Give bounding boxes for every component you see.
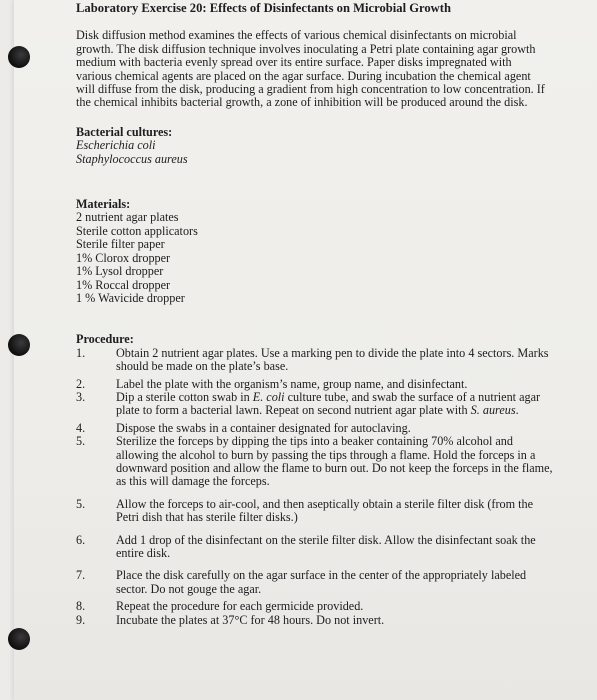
procedure-step bbox=[76, 569, 581, 596]
step-number: 3. bbox=[76, 389, 86, 404]
material-item: 2 nutrient agar plates bbox=[76, 210, 179, 225]
binder-hole bbox=[8, 46, 30, 68]
step-number: 2. bbox=[76, 376, 86, 391]
step-text: Add 1 drop of the disinfectant on the sterile filter disk. Allow the disinfectant soak the entire disk. bbox=[116, 532, 536, 560]
materials-heading: Materials: bbox=[76, 197, 131, 212]
culture-item: Escherichia coli bbox=[76, 138, 156, 153]
step-number: 4. bbox=[76, 420, 86, 435]
material-item: Sterile cotton applicators bbox=[76, 223, 198, 238]
step-number: 7. bbox=[76, 568, 86, 583]
procedure-step bbox=[76, 347, 581, 374]
culture-item: Staphylococcus aureus bbox=[76, 151, 188, 166]
procedure-step bbox=[76, 614, 581, 627]
step-number: 9. bbox=[76, 612, 86, 627]
document-content bbox=[76, 2, 581, 627]
step-text: Allow the forceps to air-cool, and then aseptically obtain a sterile filter disk (from the Petri dish that has sterile filter disks.) bbox=[116, 496, 534, 525]
procedure-step bbox=[76, 498, 581, 525]
material-item: 1% Lysol dropper bbox=[76, 264, 164, 279]
step-text: Dip a sterile cotton swab in E. coli culture tube, and swab the surface of a nutrient agar plate to form a bacterial lawn. Repeat on second nutrient agar plate with S. aureus. bbox=[116, 389, 541, 418]
procedure-step bbox=[76, 422, 581, 435]
step-number: 5. bbox=[76, 434, 86, 449]
step-text: Sterilize the forceps by dipping the tips into a beaker containing 70% alcohol and allowing the alcohol to burn by passing the tips through a flame. Hold the forceps in a downward position and allow the flame to burn out. Do not keep the forceps in the flame, as this will damage the forceps. bbox=[116, 434, 553, 489]
cultures-heading: Bacterial cultures: bbox=[76, 124, 173, 139]
step-number: 8. bbox=[76, 599, 86, 614]
step-text: Incubate the plates at 37°C for 48 hours. Do not invert. bbox=[116, 612, 385, 627]
step-text: Place the disk carefully on the agar surface in the center of the appropriately labeled sector. Do not gouge the agar. bbox=[116, 568, 527, 596]
procedure-step bbox=[76, 391, 581, 418]
procedure-step bbox=[76, 534, 581, 561]
step-text: Dispose the swabs in a container designated for autoclaving. bbox=[116, 420, 411, 435]
material-item: Sterile filter paper bbox=[76, 237, 165, 252]
step-text: Obtain 2 nutrient agar plates. Use a marking pen to divide the plate into 4 sectors. Marks should be made on the plate’s base. bbox=[116, 345, 549, 374]
procedure-heading: Procedure: bbox=[76, 332, 134, 347]
binder-hole bbox=[8, 334, 30, 356]
procedure-step bbox=[76, 378, 581, 391]
material-item: 1% Roccal dropper bbox=[76, 277, 171, 292]
binder-hole bbox=[8, 628, 30, 650]
step-text: Repeat the procedure for each germicide provided. bbox=[116, 599, 364, 614]
procedure-step bbox=[76, 600, 581, 613]
procedure-step bbox=[76, 435, 581, 489]
step-number: 1. bbox=[76, 345, 86, 360]
material-item: 1% Clorox dropper bbox=[76, 250, 171, 265]
step-text: Label the plate with the organism’s name, group name, and disinfectant. bbox=[116, 376, 468, 391]
step-number: 5. bbox=[76, 496, 86, 511]
intro-paragraph: Disk diffusion method examines the effects of various chemical disinfectants on microbial growth. The disk diffusion technique involves inoculating a Petri plate containing agar growth medium with bacteria evenly spread over its entire surface. Paper disks impregnated with various chemical agents are placed on the agar surface. During incubation the chemical agent will diffuse from the disk, producing a gradient from high concentration to low concentration. If the chemical inhibits bacterial growth, a zone of inhibition will be produced around the disk. bbox=[76, 28, 545, 110]
exercise-title: Laboratory Exercise 20: Effects of Disinfectants on Microbial Growth bbox=[76, 1, 451, 15]
step-number: 6. bbox=[76, 532, 86, 547]
material-item: 1 % Wavicide dropper bbox=[76, 290, 185, 305]
document-page bbox=[14, 0, 597, 700]
procedure-steps bbox=[76, 347, 581, 627]
